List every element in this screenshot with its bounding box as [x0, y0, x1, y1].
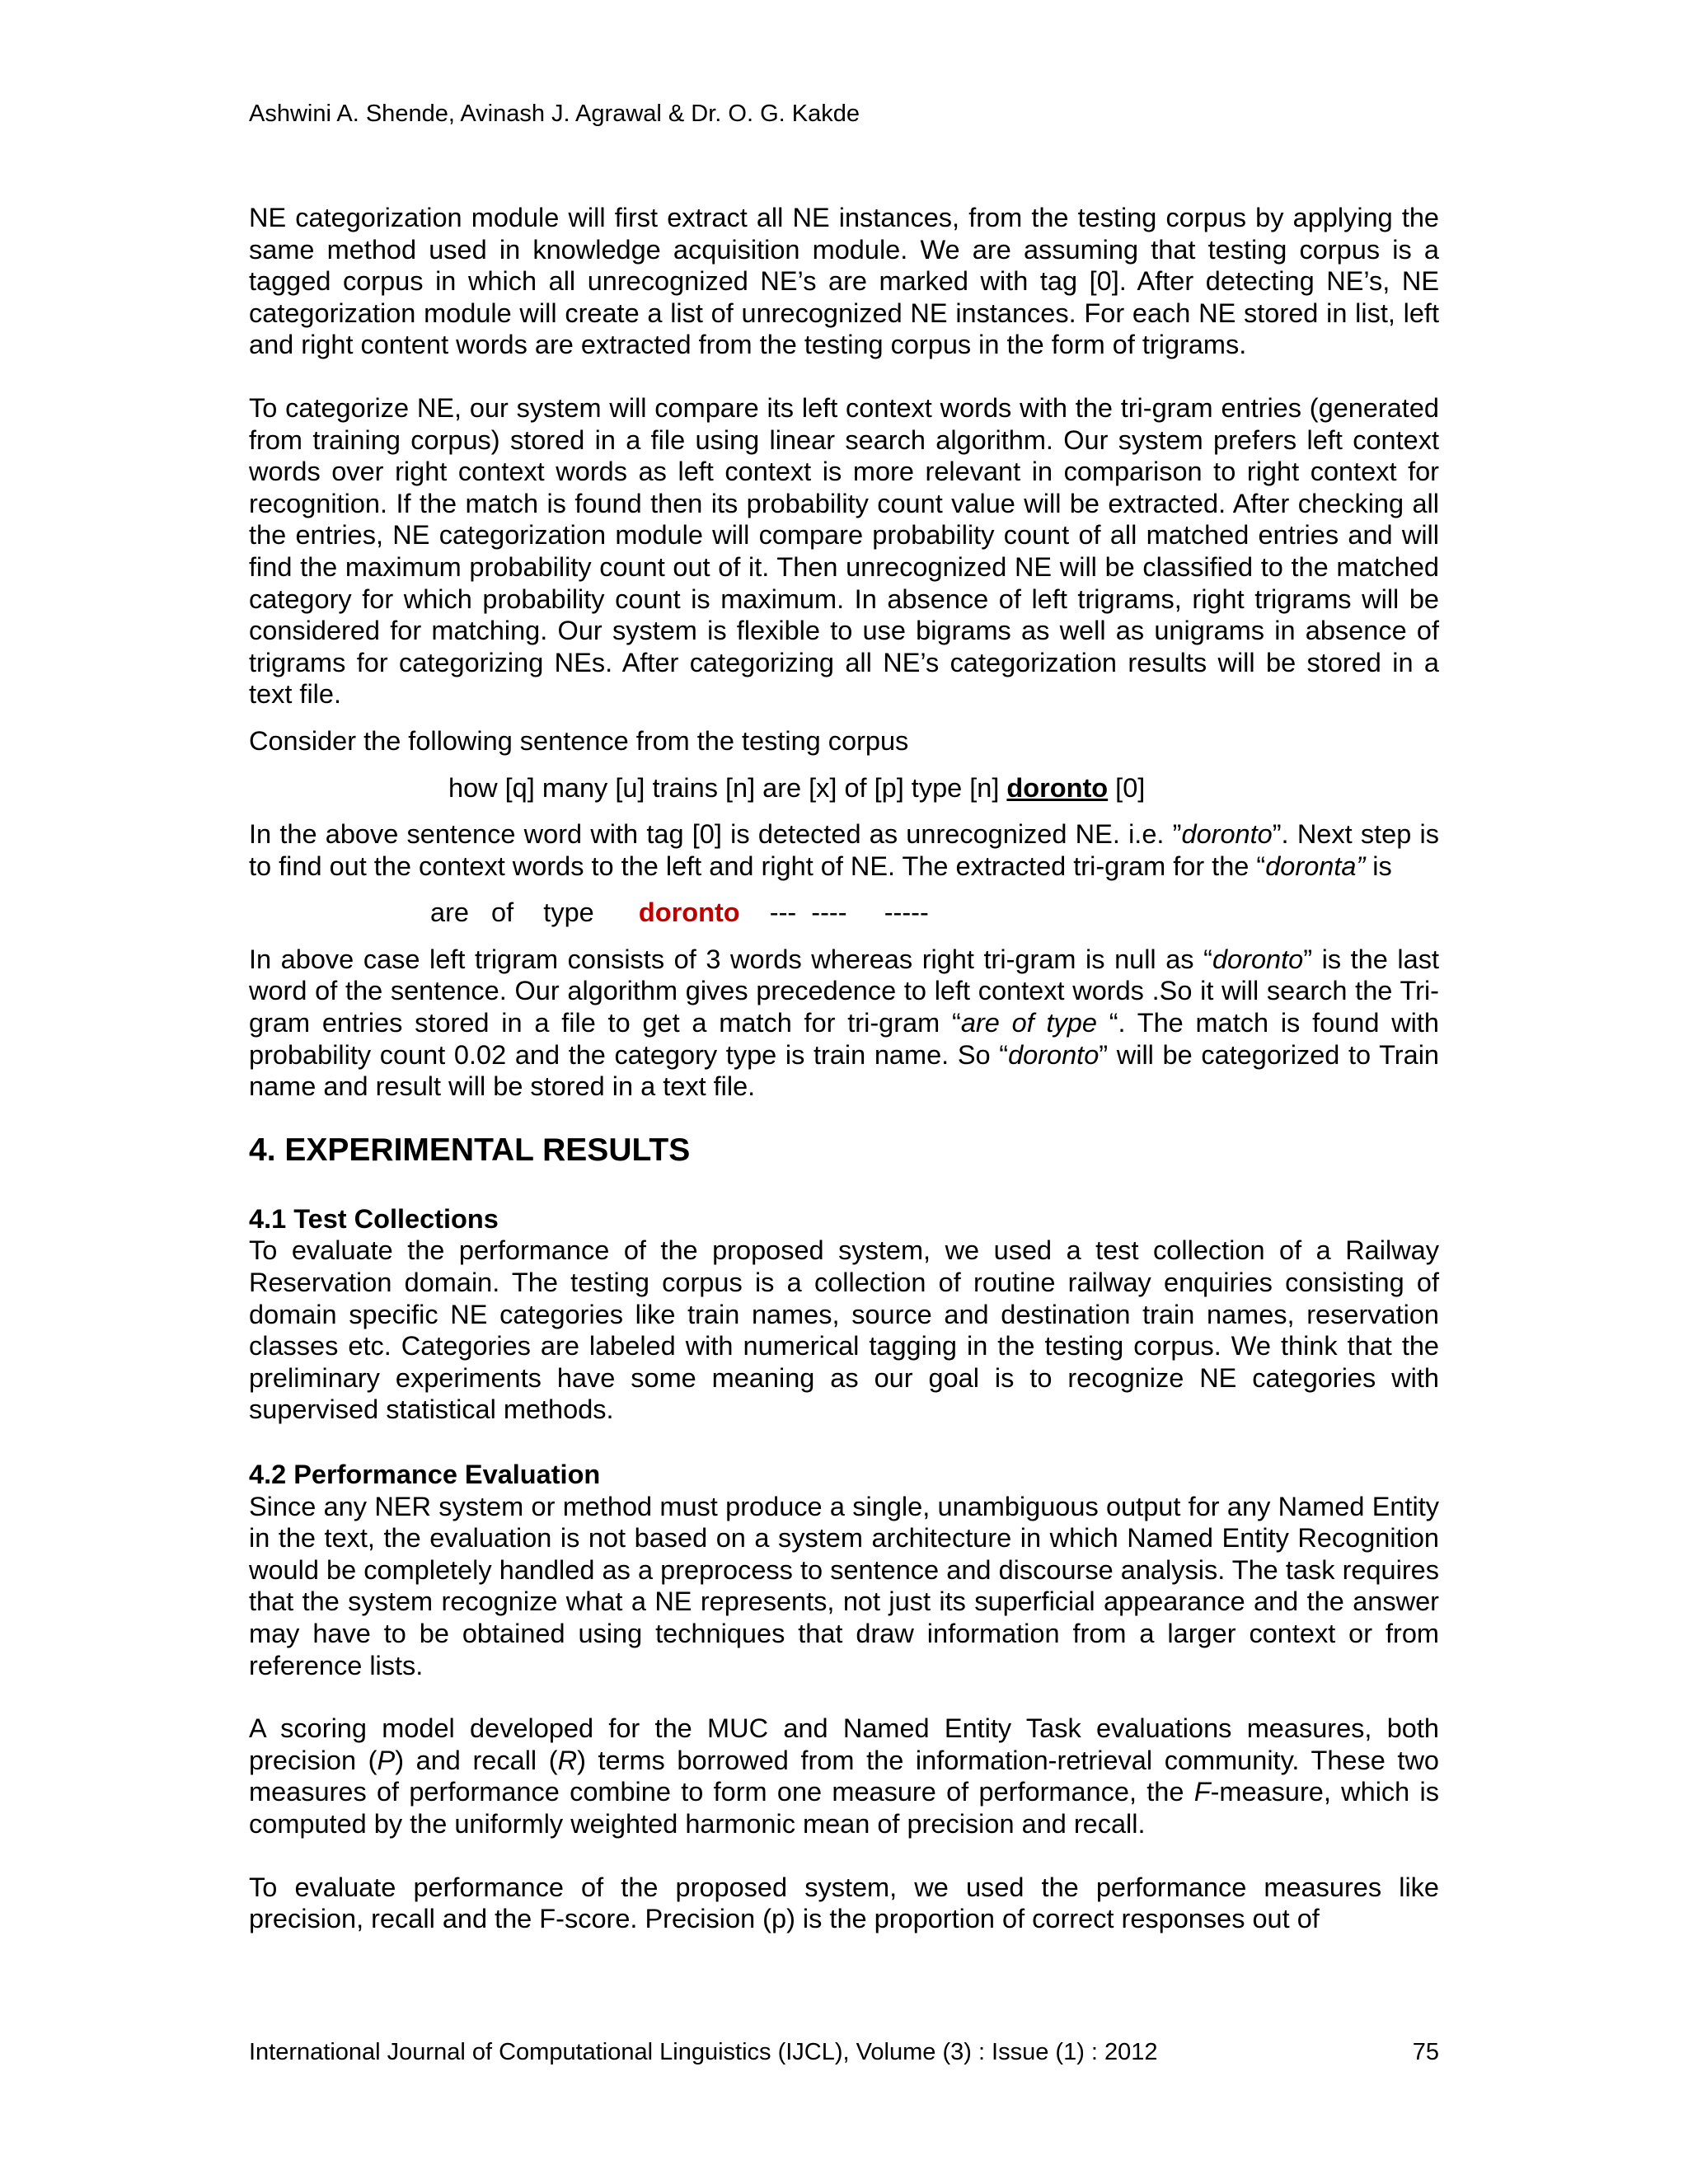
text-run: ”. Next step is to find out the context words to the left and right of NE. The extracted tri-gram for the “ — [249, 819, 1440, 881]
italic-term: doronto — [1212, 944, 1304, 974]
running-header: Ashwini A. Shende, Avinash J. Agrawal & Dr. O. G. Kakde — [249, 101, 860, 127]
example-sentence — [249, 772, 1439, 804]
text-run: In above case left trigram consists of 3 words whereas right tri-gram is null as “ — [249, 944, 1212, 974]
text-run: is — [1365, 851, 1392, 881]
paragraph-performance-measures: To evaluate performance of the proposed system, we used the performance measures like precision, recall and the F-score. Precision (p) is the proportion of correct responses out of — [249, 1872, 1439, 1934]
paragraph-trigram-match — [249, 944, 1439, 1103]
section-heading-experimental-results: 4. EXPERIMENTAL RESULTS — [249, 1132, 691, 1168]
text-run: ) terms borrowed from the information-retrieval community. These two measures of performance combine to form one measure of performance, the — [249, 1745, 1440, 1807]
paragraph-test-collection: To evaluate the performance of the proposed system, we used a test collection of a Railway Reservation domain. The testing corpus is a collection of routine railway enquiries consisting of domain specific NE categories like train names, source and destination train names, reservation classes etc. Categories are labeled with numerical tagging in the testing corpus. We think that the preliminary experiments have some meaning as our goal is to recognize NE categories with supervised statistical methods. — [249, 1235, 1439, 1425]
unrecognized-ne: doronto — [1006, 772, 1109, 803]
text-run: “. The match is found with probability count 0.02 and the category type is train name. So “ — [249, 1008, 1439, 1070]
trigram-left-words: are of type — [430, 898, 639, 928]
text-run: In the above sentence word with tag [0] is detected as unrecognized NE. i.e. ” — [249, 819, 1182, 850]
paragraph-consider-sentence: Consider the following sentence from the testing corpus — [249, 725, 909, 756]
trigram-right-null: --- ---- ----- — [739, 898, 929, 928]
italic-term: P — [377, 1745, 396, 1775]
paragraph-ne-extraction: NE categorization module will first extract all NE instances, from the testing corpus by applying the same method used in knowledge acquisition module. We are assuming that testing corpus is a tagged corpus in which all unrecognized NE’s are marked with tag [0]. After detecting NE’s, NE categorization module will create a list of unrecognized NE instances. For each NE stored in list, left and right content words are extracted from the testing corpus in the form of trigrams. — [249, 203, 1439, 360]
italic-term: F — [1193, 1777, 1211, 1807]
italic-term: doronta” — [1265, 851, 1366, 881]
text-run: -measure, which is computed by the uniformly weighted harmonic mean of precision and recall. — [249, 1777, 1439, 1839]
example-sentence-text: how [q] many [u] trains [n] are [x] of [p] type [n] — [448, 772, 1007, 803]
paragraph-scoring-model — [249, 1713, 1439, 1840]
italic-term: doronto — [1181, 819, 1273, 850]
paragraph-detected-ne — [249, 818, 1439, 882]
example-sentence-tag: [0] — [1108, 772, 1146, 803]
subsection-heading-performance-evaluation: 4.2 Performance Evaluation — [249, 1460, 601, 1489]
italic-term: R — [557, 1745, 578, 1775]
journal-citation: International Journal of Computational Linguistics (IJCL), Volume (3) : Issue (1) : 2012 — [249, 2039, 1158, 2065]
paragraph-categorization-method: To categorize NE, our system will compare its left context words with the tri-gram entries (generated from training corpus) stored in a file using linear search algorithm. Our system prefers left context words over right context words as left context is more relevant in comparison to right context for recognition. If the match is found then its probability count value will be extracted. After checking all the entries, NE categorization module will compare probability count of all matched entries and will find the maximum probability count out of it. Then unrecognized NE will be classified to the matched category for which probability count is maximum. In absence of left trigrams, right trigrams will be considered for matching. Our system is flexible to use bigrams as well as unigrams in absence of trigrams for categorizing NEs. After categorizing all NE’s categorization results will be stored in a text file. — [249, 392, 1439, 710]
text-run: ) and recall ( — [395, 1745, 558, 1775]
subsection-heading-test-collections: 4.1 Test Collections — [249, 1203, 499, 1234]
text-run: ” is the last word of the sentence. Our algorithm gives precedence to left context words .So it will search the Tri-gram entries stored in a file to get a match for tri-gram “ — [249, 944, 1439, 1038]
text-run: A scoring model developed for the MUC and Named Entity Task evaluations measures, both precision ( — [249, 1713, 1439, 1775]
page-number: 75 — [1412, 2039, 1439, 2065]
paragraph-ner-evaluation: Since any NER system or method must produce a single, unambiguous output for any Named Entity in the text, the evaluation is not based on a system architecture in which Named Entity Recognition would be completely handled as a preprocess to sentence and discourse analysis. The task requires that the system recognize what a NE represents, not just its superficial appearance and the answer may have to be obtained using techniques that draw information from a larger context or from reference lists. — [249, 1491, 1439, 1680]
italic-term: are of type — [960, 1008, 1109, 1038]
main-text — [249, 202, 1439, 1935]
example-trigram — [249, 897, 1439, 929]
page-footer — [249, 2036, 1439, 2069]
italic-term: doronto — [1008, 1039, 1100, 1070]
text-run: ” will be categorized to Train name and result will be stored in a text file. — [249, 1039, 1439, 1102]
trigram-ne-highlight: doronto — [638, 898, 740, 928]
